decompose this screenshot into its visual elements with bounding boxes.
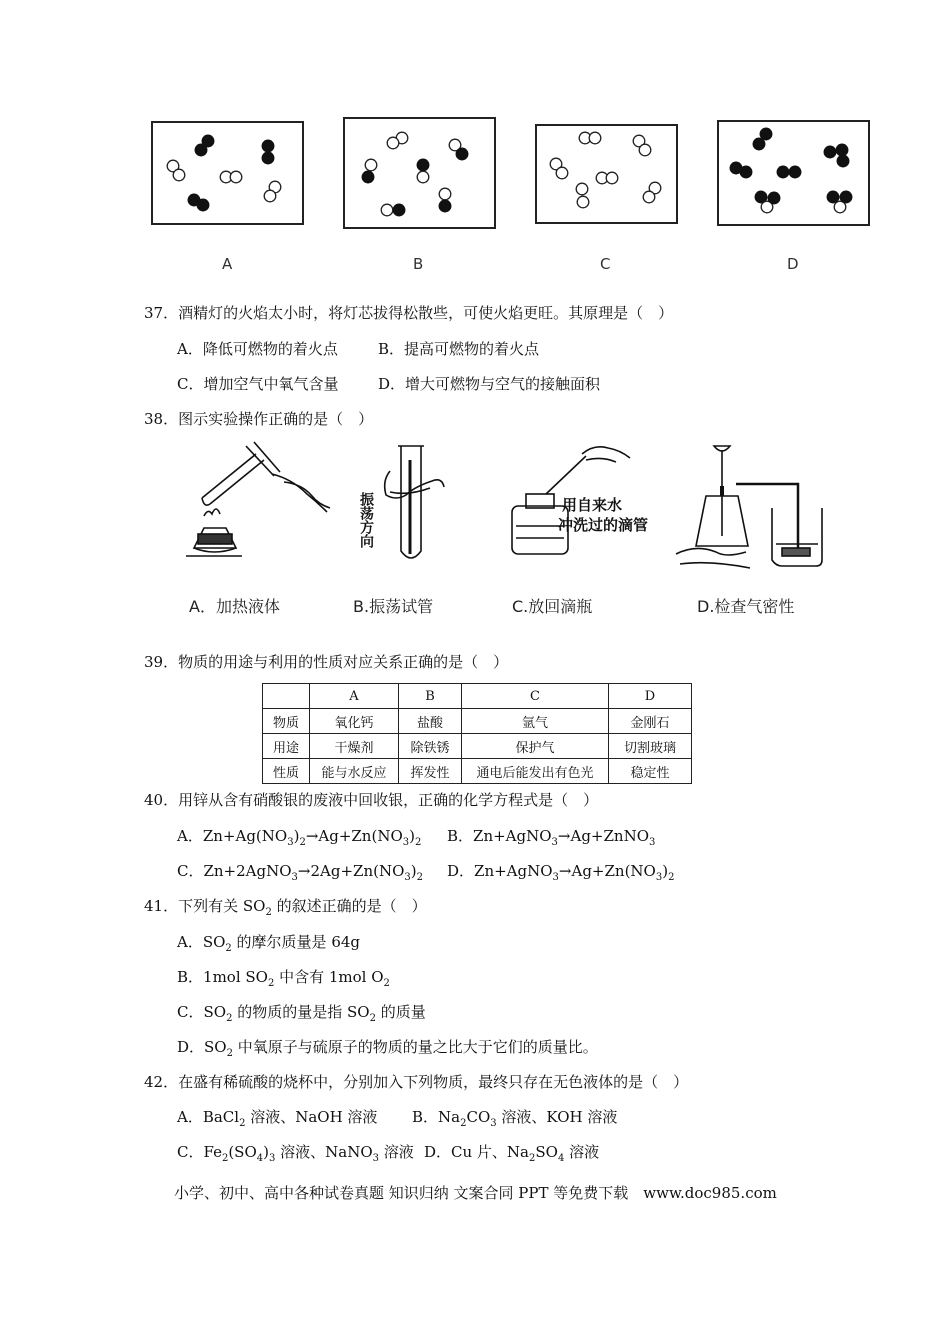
table-cell: 物质 <box>263 709 310 734</box>
q41-option-b: B．1mol $SO_2$ 中含有 1mol $O_2$ <box>177 968 390 989</box>
table-cell: 除铁锈 <box>399 734 462 759</box>
label-a: A <box>222 255 233 273</box>
table-row <box>263 734 692 759</box>
label-c: C <box>600 255 611 273</box>
caption-d: D.检查气密性 <box>697 597 795 616</box>
table-cell: 金刚石 <box>609 709 692 734</box>
table-cell: 用途 <box>263 734 310 759</box>
table-cell: 切割玻璃 <box>609 734 692 759</box>
table-cell: 稳定性 <box>609 759 692 784</box>
q42-option-c: C．$Fe_2(SO_4)_3$ 溶液、NaNO$_3$ 溶液 <box>177 1143 414 1164</box>
properties-table <box>262 683 692 784</box>
q42-option-a: A．BaCl$_2$ 溶液、NaOH 溶液 <box>177 1108 378 1129</box>
lab-operations-figure <box>176 436 836 586</box>
caption-b: B.振荡试管 <box>353 597 434 616</box>
table-cell: 挥发性 <box>399 759 462 784</box>
table-cell: 干燥剂 <box>310 734 399 759</box>
table-row <box>263 709 692 734</box>
q41-option-a: A．$SO_2$ 的摩尔质量是 64g <box>177 933 361 954</box>
table-cell: 能与水反应 <box>310 759 399 784</box>
q37-option-a: A．降低可燃物的着火点 <box>177 340 338 358</box>
heating-liquid-illustration <box>186 442 330 556</box>
dropper-label-1: 用自来水 <box>562 496 623 514</box>
q40-stem: 40．用锌从含有硝酸银的废液中回收银，正确的化学方程式是（ ） <box>144 791 599 809</box>
shake-label: 振荡方向 <box>358 492 374 548</box>
table-row <box>263 759 692 784</box>
table-cell: 氩气 <box>462 709 609 734</box>
table-cell: B <box>399 684 462 709</box>
shaking-test-tube-illustration <box>385 446 444 558</box>
q40-option-c: C．$Zn+2AgNO_3\to 2Ag+Zn(NO_3)_2$ <box>177 862 423 883</box>
table-header-row <box>263 684 692 709</box>
label-b: B <box>413 255 424 273</box>
table-cell: 保护气 <box>462 734 609 759</box>
q37-option-c: C．增加空气中氧气含量 <box>177 375 339 393</box>
q40-option-a: A．$Zn+Ag(NO_3)_2\to Ag+Zn(NO_3)_2$ <box>177 827 422 848</box>
q41-option-d: D．$SO_2$ 中氧原子与硫原子的物质的量之比大于它们的质量比。 <box>177 1038 598 1059</box>
airtightness-check-illustration <box>676 446 822 568</box>
q39-stem: 39．物质的用途与利用的性质对应关系正确的是（ ） <box>144 653 509 671</box>
page-footer: 小学、初中、高中各种试卷真题 知识归纳 文案合同 PPT 等免费下载 www.doc985.com <box>174 1184 777 1202</box>
table-cell: D <box>609 684 692 709</box>
table-cell: 通电后能发出有色光 <box>462 759 609 784</box>
dropper-label-2: 冲洗过的滴管 <box>558 516 649 534</box>
table-cell: 性质 <box>263 759 310 784</box>
q38-stem: 38．图示实验操作正确的是（ ） <box>144 410 374 428</box>
table-cell <box>263 684 310 709</box>
caption-c: C.放回滴瓶 <box>512 597 593 616</box>
q40-option-b: B．Zn+AgNO$_3$→Ag+ZnNO$_3$ <box>447 827 656 848</box>
molecule-figure <box>140 110 890 285</box>
q37-option-b: B．提高可燃物的着火点 <box>378 340 540 358</box>
table-cell: 氧化钙 <box>310 709 399 734</box>
q41-option-c: C．$SO_2$ 的物质的量是指 $SO_2$ 的质量 <box>177 1003 426 1024</box>
q37-option-d: D．增大可燃物与空气的接触面积 <box>378 375 601 393</box>
q42-option-d: D．Cu 片、$Na_2SO_4$ 溶液 <box>424 1143 600 1164</box>
q42-stem: 42．在盛有稀硫酸的烧杯中，分别加入下列物质，最终只存在无色液体的是（ ） <box>144 1073 689 1091</box>
table-cell: A <box>310 684 399 709</box>
table-cell: C <box>462 684 609 709</box>
q40-option-d: D．$Zn+AgNO_3\to Ag+Zn(NO_3)_2$ <box>447 862 675 883</box>
q37-stem: 37．酒精灯的火焰太小时，将灯芯拔得松散些，可使火焰更旺。其原理是（ ） <box>144 304 674 322</box>
caption-a: A．加热液体 <box>189 597 280 616</box>
q42-option-b: B．$Na_2CO_3$ 溶液、KOH 溶液 <box>412 1108 618 1129</box>
label-d: D <box>787 255 799 273</box>
q41-stem: 41．下列有关 $SO_2$ 的叙述正确的是（ ） <box>144 897 427 918</box>
table-cell: 盐酸 <box>399 709 462 734</box>
